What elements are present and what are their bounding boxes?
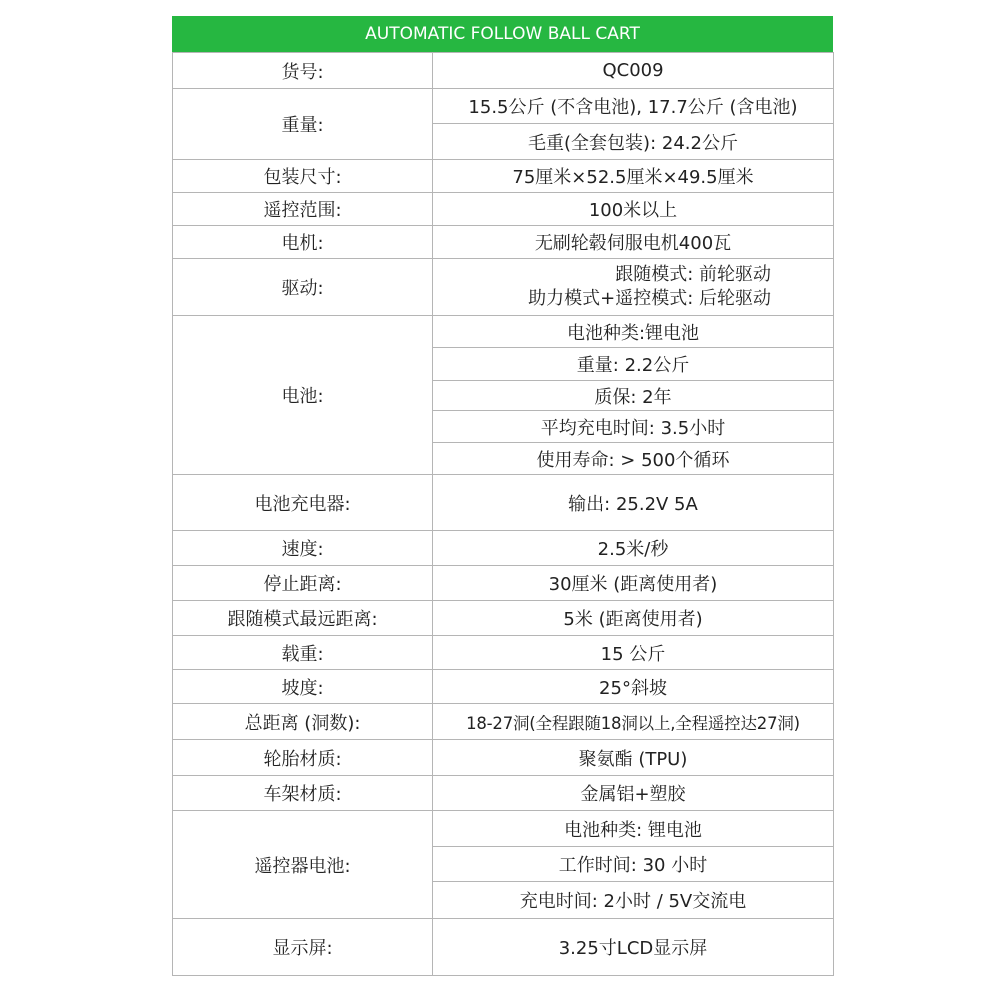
row-label-remote-battery: 遥控器电池: <box>173 811 433 919</box>
table-row <box>173 316 834 348</box>
spec-sheet <box>172 16 833 976</box>
row-value-display: 3.25寸LCD显示屏 <box>433 919 834 976</box>
row-label-weight: 重量: <box>173 89 433 160</box>
row-value-frame: 金属铝+塑胶 <box>433 776 834 811</box>
row-label-range: 遥控范围: <box>173 193 433 226</box>
table-row <box>173 811 834 847</box>
row-label-motor: 电机: <box>173 226 433 259</box>
table-row <box>173 704 834 740</box>
row-value-battery-charge-time: 平均充电时间: 3.5小时 <box>433 411 834 443</box>
drive-line-follow: 跟随模式: 前轮驱动 <box>615 264 771 285</box>
row-value-speed: 2.5米/秒 <box>433 531 834 566</box>
row-value-tire: 聚氨酯 (TPU) <box>433 740 834 776</box>
row-label-load: 载重: <box>173 636 433 670</box>
row-label-speed: 速度: <box>173 531 433 566</box>
row-value-model: QC009 <box>433 53 834 89</box>
table-row <box>173 53 834 89</box>
row-value-stop-distance: 30厘米 (距离使用者) <box>433 566 834 601</box>
row-label-frame: 车架材质: <box>173 776 433 811</box>
table-row <box>173 475 834 531</box>
row-value-weight-net: 15.5公斤 (不含电池), 17.7公斤 (含电池) <box>433 89 834 124</box>
row-value-charger: 输出: 25.2V 5A <box>433 475 834 531</box>
row-value-remote-battery-type: 电池种类: 锂电池 <box>433 811 834 847</box>
header-banner: AUTOMATIC FOLLOW BALL CART <box>172 16 833 52</box>
row-label-battery: 电池: <box>173 316 433 475</box>
row-label-package: 包装尺寸: <box>173 160 433 193</box>
row-value-range: 100米以上 <box>433 193 834 226</box>
row-label-holes: 总距离 (洞数): <box>173 704 433 740</box>
row-label-tire: 轮胎材质: <box>173 740 433 776</box>
table-row <box>173 919 834 976</box>
row-value-follow-max: 5米 (距离使用者) <box>433 601 834 636</box>
table-row <box>173 226 834 259</box>
row-value-holes: 18-27洞(全程跟随18洞以上,全程遥控达27洞) <box>433 704 834 740</box>
row-value-battery-weight: 重量: 2.2公斤 <box>433 348 834 381</box>
row-value-weight-gross: 毛重(全套包装): 24.2公斤 <box>433 124 834 160</box>
table-row <box>173 193 834 226</box>
row-value-package: 75厘米×52.5厘米×49.5厘米 <box>433 160 834 193</box>
table-row <box>173 160 834 193</box>
table-row <box>173 670 834 704</box>
row-label-follow-max: 跟随模式最远距离: <box>173 601 433 636</box>
table-row <box>173 259 834 316</box>
row-value-battery-life: 使用寿命: > 500个循环 <box>433 443 834 475</box>
table-row <box>173 601 834 636</box>
row-value-drive <box>433 259 834 316</box>
table-row <box>173 89 834 124</box>
table-row <box>173 776 834 811</box>
row-value-battery-warranty: 质保: 2年 <box>433 381 834 411</box>
row-label-drive: 驱动: <box>173 259 433 316</box>
drive-line-assist: 助力模式+遥控模式: 后轮驱动 <box>528 288 771 309</box>
row-label-slope: 坡度: <box>173 670 433 704</box>
row-value-load: 15 公斤 <box>433 636 834 670</box>
table-row <box>173 566 834 601</box>
row-value-battery-type: 电池种类:锂电池 <box>433 316 834 348</box>
table-row <box>173 531 834 566</box>
row-label-charger: 电池充电器: <box>173 475 433 531</box>
drive-lines <box>437 263 771 311</box>
table-row <box>173 636 834 670</box>
row-value-remote-battery-charge: 充电时间: 2小时 / 5V交流电 <box>433 882 834 919</box>
table-row <box>173 740 834 776</box>
row-label-stop-distance: 停止距离: <box>173 566 433 601</box>
row-value-motor: 无刷轮毂伺服电机400瓦 <box>433 226 834 259</box>
row-value-slope: 25°斜坡 <box>433 670 834 704</box>
row-value-remote-battery-work-time: 工作时间: 30 小时 <box>433 847 834 882</box>
row-label-display: 显示屏: <box>173 919 433 976</box>
row-label-model: 货号: <box>173 53 433 89</box>
spec-table <box>172 52 834 976</box>
